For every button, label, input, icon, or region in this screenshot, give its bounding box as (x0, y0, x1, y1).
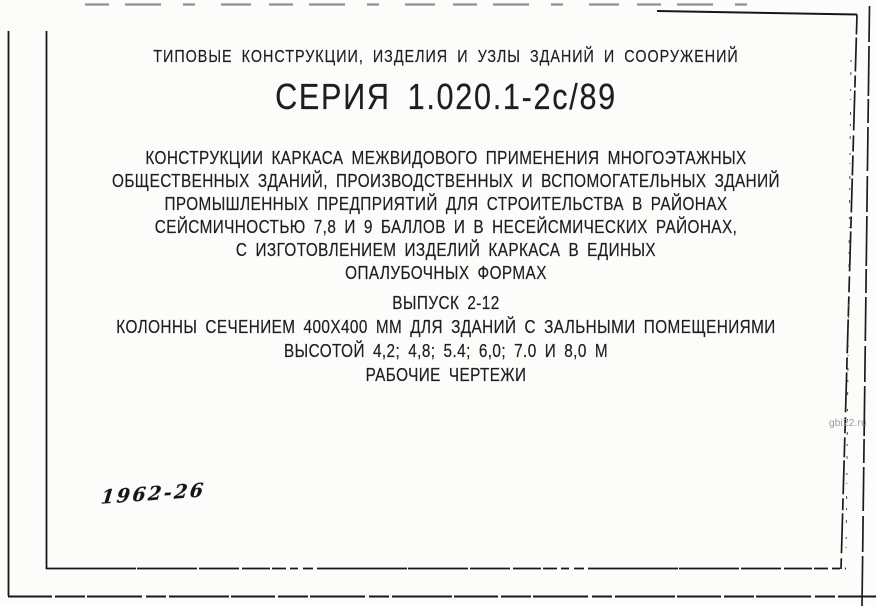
series-title: СЕРИЯ 1.020.1-2с/89 (275, 76, 617, 117)
drawings-label: РАБОЧИЕ ЧЕРТЕЖИ (365, 365, 527, 385)
outer-right-edge-line (862, 6, 870, 606)
document-type-header: ТИПОВЫЕ КОНСТРУКЦИИ, ИЗДЕЛИЯ И УЗЛЫ ЗДАНИЙ И СООРУЖЕНИЙ (153, 46, 739, 66)
description-line: КОНСТРУКЦИИ КАРКАСА МЕЖВИДОВОГО ПРИМЕНЕНИЯ МНОГОЭТАЖНЫХ (145, 148, 747, 168)
inner-frame-top-line (657, 11, 857, 15)
description-paragraph (46, 147, 846, 285)
issue-line: ВЫСОТОЙ 4,2; 4,8; 5.4; 6,0; 7.0 И 8,0 М (283, 341, 609, 361)
issue-heading: ВЫПУСК 2-12 (392, 293, 500, 313)
description-line: ОПАЛУБОЧНЫХ ФОРМАХ (345, 263, 547, 283)
description-line: ПРОМЫШЛЕННЫХ ПРЕДПРИЯТИЙ ДЛЯ СТРОИТЕЛЬСТВА В РАЙОНАХ (164, 194, 728, 214)
site-watermark: gbi22.ru (829, 418, 867, 429)
description-line: СЕЙСМИЧНОСТЬЮ 7,8 И 9 БАЛЛОВ И В НЕСЕЙСМИЧЕСКИХ РАЙОНАХ, (154, 217, 738, 237)
handwritten-inventory-number: 1962-26 (99, 479, 207, 509)
issue-line: КОЛОННЫ СЕЧЕНИЕМ 400Х400 ММ ДЛЯ ЗДАНИЙ С ЗАЛЬНЫМИ ПОМЕЩЕНИЯМИ (116, 317, 776, 337)
description-line: ОБЩЕСТВЕННЫХ ЗДАНИЙ, ПРОИЗВОДСТВЕННЫХ И ВСПОМОГАТЕЛЬНЫХ ЗДАНИЙ (112, 171, 780, 191)
issue-block (46, 291, 846, 387)
description-line: С ИЗГОТОВЛЕНИЕМ ИЗДЕЛИЙ КАРКАСА В ЕДИНЫХ (235, 240, 657, 260)
